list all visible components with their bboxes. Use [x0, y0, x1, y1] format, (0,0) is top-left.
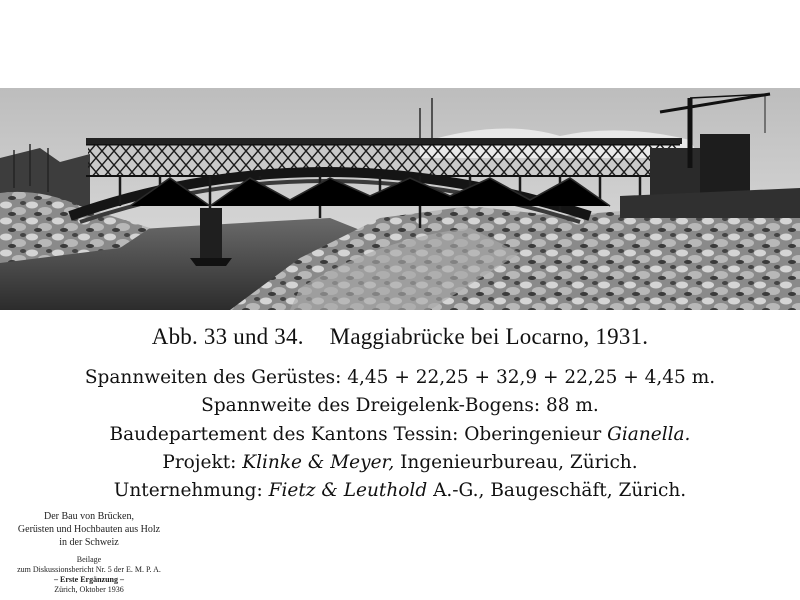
publication-footer: [0, 510, 178, 595]
caption-client-line: [0, 424, 800, 445]
project-label: Projekt:: [162, 452, 237, 473]
arch-label: Spannweite des Dreigelenk-Bogens:: [201, 395, 541, 416]
caption-spans-line: [0, 367, 800, 388]
caption-arch-line: [0, 395, 800, 416]
contractor-label: Unternehmung:: [113, 480, 263, 501]
client-name: Gianella.: [607, 424, 691, 445]
supplement-line-1: Beilage: [76, 555, 102, 564]
client-text: Baudepartement des Kantons Tessin: Oberingenieur: [109, 424, 602, 445]
contractor-name: Fietz & Leuthold: [268, 480, 428, 501]
spans-value: 4,45 + 22,25 + 32,9 + 22,25 + 4,45 m.: [347, 367, 716, 388]
figure-title: Maggiabrücke bei Locarno, 1931.: [329, 324, 649, 349]
caption-project-line: [0, 452, 800, 473]
contractor-rest: A.-G., Baugeschäft, Zürich.: [433, 480, 687, 501]
supplement-line-4: Zürich, Oktober 1936: [54, 585, 124, 594]
book-title-line-3: in der Schweiz: [59, 537, 119, 548]
project-rest: Ingenieurbureau, Zürich.: [400, 452, 638, 473]
spans-label: Spannweiten des Gerüstes:: [84, 367, 342, 388]
caption-contractor-line: [0, 480, 800, 501]
supplement-line-2: zum Diskussionsbericht Nr. 5 der E. M. P. A.: [17, 565, 161, 574]
arch-value: 88 m.: [545, 395, 599, 416]
caption-title: [0, 324, 800, 350]
figure-number: Abb. 33 und 34.: [151, 324, 304, 349]
supplement-line-3: – Erste Ergänzung –: [54, 575, 124, 584]
book-title-line-1: Der Bau von Brücken,: [44, 511, 134, 522]
bridge-photo: [0, 88, 800, 310]
book-title-line-2: Gerüsten und Hochbauten aus Holz: [17, 524, 161, 535]
project-name: Klinke & Meyer,: [242, 452, 395, 473]
